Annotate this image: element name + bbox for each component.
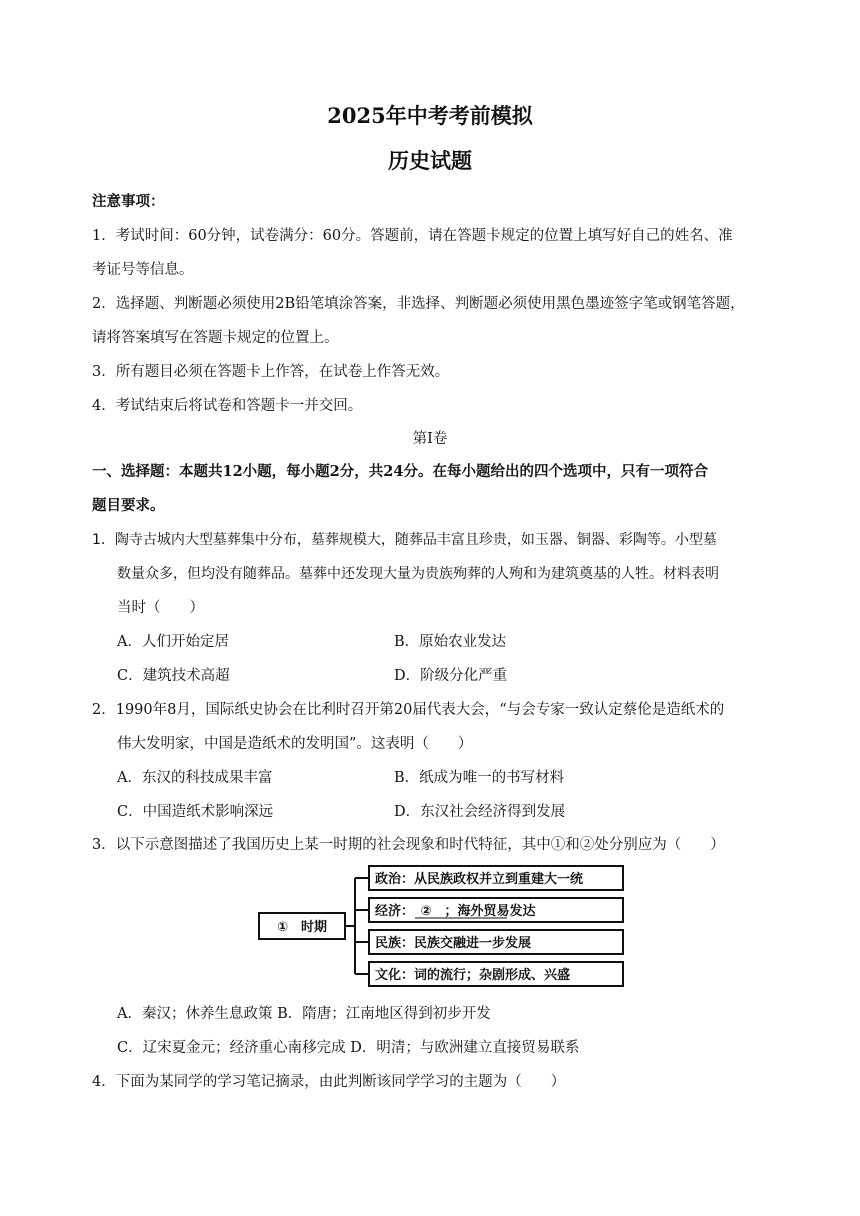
exam-subtitle: 历史试题 — [388, 148, 472, 173]
section-label: 第Ⅰ卷 — [412, 431, 448, 447]
q4-stem: 4．下面为某同学的学习笔记摘录，由此判断该同学学习的主题为（ ） — [92, 1074, 566, 1090]
q3-options-line-1: A．秦汉；休养生息政策 B．隋唐；江南地区得到初步开发 — [117, 1006, 491, 1022]
notice-heading: 注意事项： — [92, 193, 165, 210]
diagram-box-politics-text: 政治：从民族政权并立到重建大一统 — [375, 872, 584, 887]
q2-option-b: B．纸成为唯一的书写材料 — [394, 770, 565, 786]
q1-stem-line-3: 当时（ ） — [117, 600, 204, 616]
q2-option-d: D．东汉社会经济得到发展 — [394, 804, 566, 820]
q2-option-c: C．中国造纸术影响深远 — [117, 804, 274, 820]
q1-option-b: B．原始农业发达 — [394, 634, 507, 650]
notice-item-1-line-2: 考证号等信息。 — [92, 262, 194, 278]
notice-item-4: 4．考试结束后将试卷和答题卡一并交回。 — [92, 398, 363, 414]
diagram-box-culture-text: 文化：词的流行；杂剧形成、兴盛 — [375, 968, 571, 983]
q1-stem-line-1: 1．陶寺古城内大型墓葬集中分布，墓葬规模大，随葬品丰富且珍贵，如玉器、铜器、彩陶等。小型墓 — [92, 532, 717, 548]
diagram-box-ethnicity-text: 民族：民族交融进一步发展 — [375, 936, 532, 951]
q2-option-a: A．东汉的科技成果丰富 — [117, 770, 273, 786]
notice-item-3: 3．所有题目必须在答题卡上作答，在试卷上作答无效。 — [92, 364, 450, 380]
notice-item-2-line-1: 2．选择题、判断题必须使用2B铅笔填涂答案，非选择、判断题必须使用黑色墨迹签字笔或钢笔答题， — [92, 296, 745, 312]
notice-item-2-line-2: 请将答案填写在答题卡规定的位置上。 — [92, 330, 339, 346]
q1-option-a: A．人们开始定居 — [117, 634, 229, 650]
q2-stem-line-2: 伟大发明家，中国是造纸术的发明国”。这表明（ ） — [117, 736, 473, 752]
q2-stem-line-1: 2．1990年8月，国际纸史协会在比利时召开第20届代表大会，“与会专家一致认定蔡伦是造纸术的 — [92, 702, 725, 718]
q1-option-d: D．阶级分化严重 — [394, 668, 508, 684]
q3-stem: 3．以下示意图描述了我国历史上某一时期的社会现象和时代特征，其中①和②处分别应为（ ） — [92, 837, 725, 853]
section-instruction-line-2: 题目要求。 — [92, 497, 165, 514]
q1-stem-line-2: 数量众多，但均没有随葬品。墓葬中还发现大量为贵族殉葬的人殉和为建筑奠基的人牲。材料表明 — [117, 566, 719, 582]
exam-title: 2025年中考考前模拟 — [327, 103, 533, 128]
q3-diagram — [255, 860, 627, 992]
q1-option-c: C．建筑技术高超 — [117, 668, 230, 684]
diagram-center-label: ① 时期 — [276, 920, 328, 935]
diagram-box-economy-text: 经济： ② ；海外贸易发达 — [375, 904, 536, 919]
section-instruction-line-1: 一、选择题：本题共12小题，每小题2分，共24分。在每小题给出的四个选项中，只有一项符合 — [92, 463, 708, 480]
notice-item-1-line-1: 1．考试时间：60分钟，试卷满分：60分。答题前，请在答题卡规定的位置上填写好自己的姓名、准 — [92, 228, 733, 244]
diagram-brace — [345, 878, 369, 974]
q3-options-line-2: C．辽宋夏金元；经济重心南移完成 D．明清；与欧洲建立直接贸易联系 — [117, 1040, 580, 1056]
